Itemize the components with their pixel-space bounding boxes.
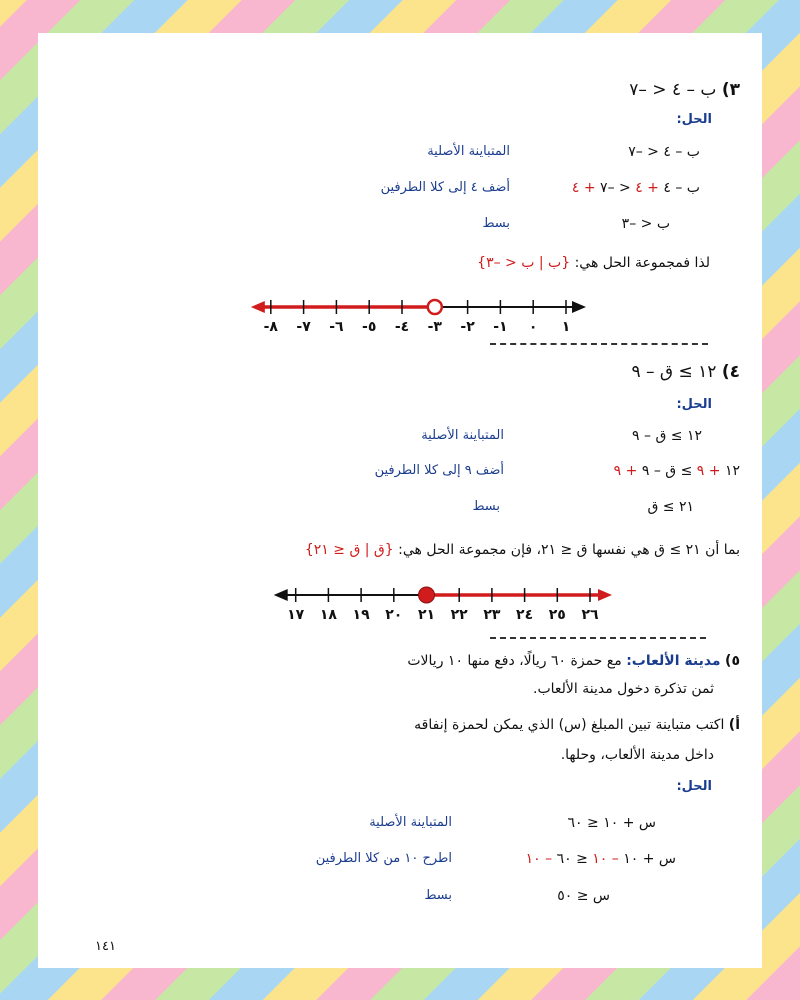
tick-label: -٤ xyxy=(394,319,410,335)
step-math xyxy=(557,888,610,904)
part-label: أ) xyxy=(728,717,740,733)
arrow-right-icon xyxy=(572,301,586,313)
tick-label: -٦ xyxy=(329,319,344,335)
step-note: بسط xyxy=(482,216,510,231)
tick-label: -١ xyxy=(493,319,508,335)
math-term: س + ١٠ xyxy=(618,851,676,867)
math-term: ≥ ق – ٩ xyxy=(637,463,697,479)
problem-title: مدينة الألعاب: xyxy=(626,653,721,669)
math-term: ١٢ xyxy=(720,463,740,479)
step-math xyxy=(622,216,670,232)
step-math xyxy=(568,815,656,831)
closed-point xyxy=(419,587,435,603)
solution-set-line xyxy=(477,255,710,271)
tick-label: ١٨ xyxy=(319,607,337,623)
problem-number: ٥) xyxy=(725,653,740,669)
step-math xyxy=(614,463,740,479)
tick-label: -٨ xyxy=(263,319,278,335)
math-term: ≤ ٦٠ xyxy=(552,851,593,867)
step-math xyxy=(572,180,700,196)
tick-label: -٣ xyxy=(427,319,442,335)
divider xyxy=(490,343,708,345)
number-line-3 xyxy=(250,295,595,343)
tick-label: ٢٥ xyxy=(548,607,566,623)
added-term: – ١٠ xyxy=(592,851,619,867)
problem-expression: ب – ٤ < –٧ xyxy=(629,80,717,100)
tick-label: ٢١ xyxy=(417,607,436,623)
step-note: أضف ٩ إلى كلا الطرفين xyxy=(374,463,504,478)
arrow-right-icon xyxy=(598,589,612,601)
math-term: ب – ٤ xyxy=(658,180,700,196)
arrow-left-icon xyxy=(251,301,265,313)
tick-label: ١٧ xyxy=(287,607,305,623)
math-term: < –٧ xyxy=(595,180,636,196)
solution-set: {ق | ق ≤ ٢١} xyxy=(304,542,394,558)
step-note: أضف ٤ إلى كلا الطرفين xyxy=(380,180,510,195)
problem-number: ٤) xyxy=(721,362,740,382)
part-a-line1 xyxy=(414,717,740,733)
problem-5-line1 xyxy=(407,653,740,669)
part-text: اكتب متباينة تبين المبلغ (س) الذي يمكن لحمزة إنفاقه xyxy=(414,717,725,733)
step-math xyxy=(526,851,676,867)
number-line-4 xyxy=(278,583,618,631)
worksheet-page xyxy=(38,33,762,968)
divider xyxy=(490,637,706,639)
tick-label: -٢ xyxy=(460,319,475,335)
added-term: + ٤ xyxy=(571,180,596,196)
tick-label: -٧ xyxy=(296,319,311,335)
tick-label: ٢٦ xyxy=(581,607,599,623)
math-term: ٢١ ≥ ق xyxy=(647,499,694,515)
part-a-line2: داخل مدينة الألعاب، وحلها. xyxy=(560,747,714,763)
tick-label: ١ xyxy=(561,319,571,335)
problem-5-line2: ثمن تذكرة دخول مدينة الألعاب. xyxy=(533,681,714,697)
solution-label: الحل: xyxy=(676,112,712,127)
solution-label: الحل: xyxy=(676,779,712,794)
step-note: بسط xyxy=(472,499,500,514)
step-note: المتباينة الأصلية xyxy=(421,428,504,443)
tick-label: ٢٣ xyxy=(483,607,501,623)
math-term: ١٢ ≥ ق – ٩ xyxy=(632,428,702,444)
tick-label: ٢٤ xyxy=(516,607,534,623)
tick-label: ٠ xyxy=(528,319,538,335)
added-term: + ٤ xyxy=(635,180,659,196)
tick-label: -٥ xyxy=(362,319,377,335)
added-term: + ٩ xyxy=(696,463,721,479)
solution-set-line xyxy=(305,542,740,558)
open-point xyxy=(428,300,442,314)
step-note: المتباينة الأصلية xyxy=(369,815,452,830)
page-number: ١٤١ xyxy=(95,939,116,954)
problem-number: ٣) xyxy=(721,80,740,100)
step-math xyxy=(632,428,702,444)
solution-set: {ب | ب < –٣} xyxy=(477,255,571,271)
tick-label: ٢٢ xyxy=(450,607,468,623)
solution-label: الحل: xyxy=(676,397,712,412)
solution-set-intro: لذا فمجموعة الحل هي: xyxy=(574,255,710,271)
added-term: + ٩ xyxy=(613,463,638,479)
solution-set-intro: بما أن ٢١ ≥ ق هي نفسها ق ≤ ٢١، فإن مجموعة الحل هي: xyxy=(398,542,740,558)
added-term: – ١٠ xyxy=(525,851,553,867)
step-note: المتباينة الأصلية xyxy=(427,144,510,159)
problem-4-heading xyxy=(631,362,740,382)
math-term: س + ١٠ ≤ ٦٠ xyxy=(567,815,656,831)
problem-expression: ١٢ ≥ ق – ٩ xyxy=(631,362,717,382)
problem-3-heading xyxy=(629,80,740,100)
math-term: ب < –٣ xyxy=(621,216,670,232)
tick-label: ٢٠ xyxy=(385,607,403,623)
step-math xyxy=(628,144,700,160)
step-note: اطرح ١٠ من كلا الطرفين xyxy=(315,851,452,866)
math-term: ب – ٤ < –٧ xyxy=(628,144,700,160)
step-math xyxy=(647,499,694,515)
arrow-left-icon xyxy=(274,589,288,601)
math-term: س ≤ ٥٠ xyxy=(557,888,610,904)
tick-label: ١٩ xyxy=(352,607,370,623)
problem-text: مع حمزة ٦٠ ريالًا، دفع منها ١٠ ريالات xyxy=(407,653,622,669)
step-note: بسط xyxy=(424,888,452,903)
